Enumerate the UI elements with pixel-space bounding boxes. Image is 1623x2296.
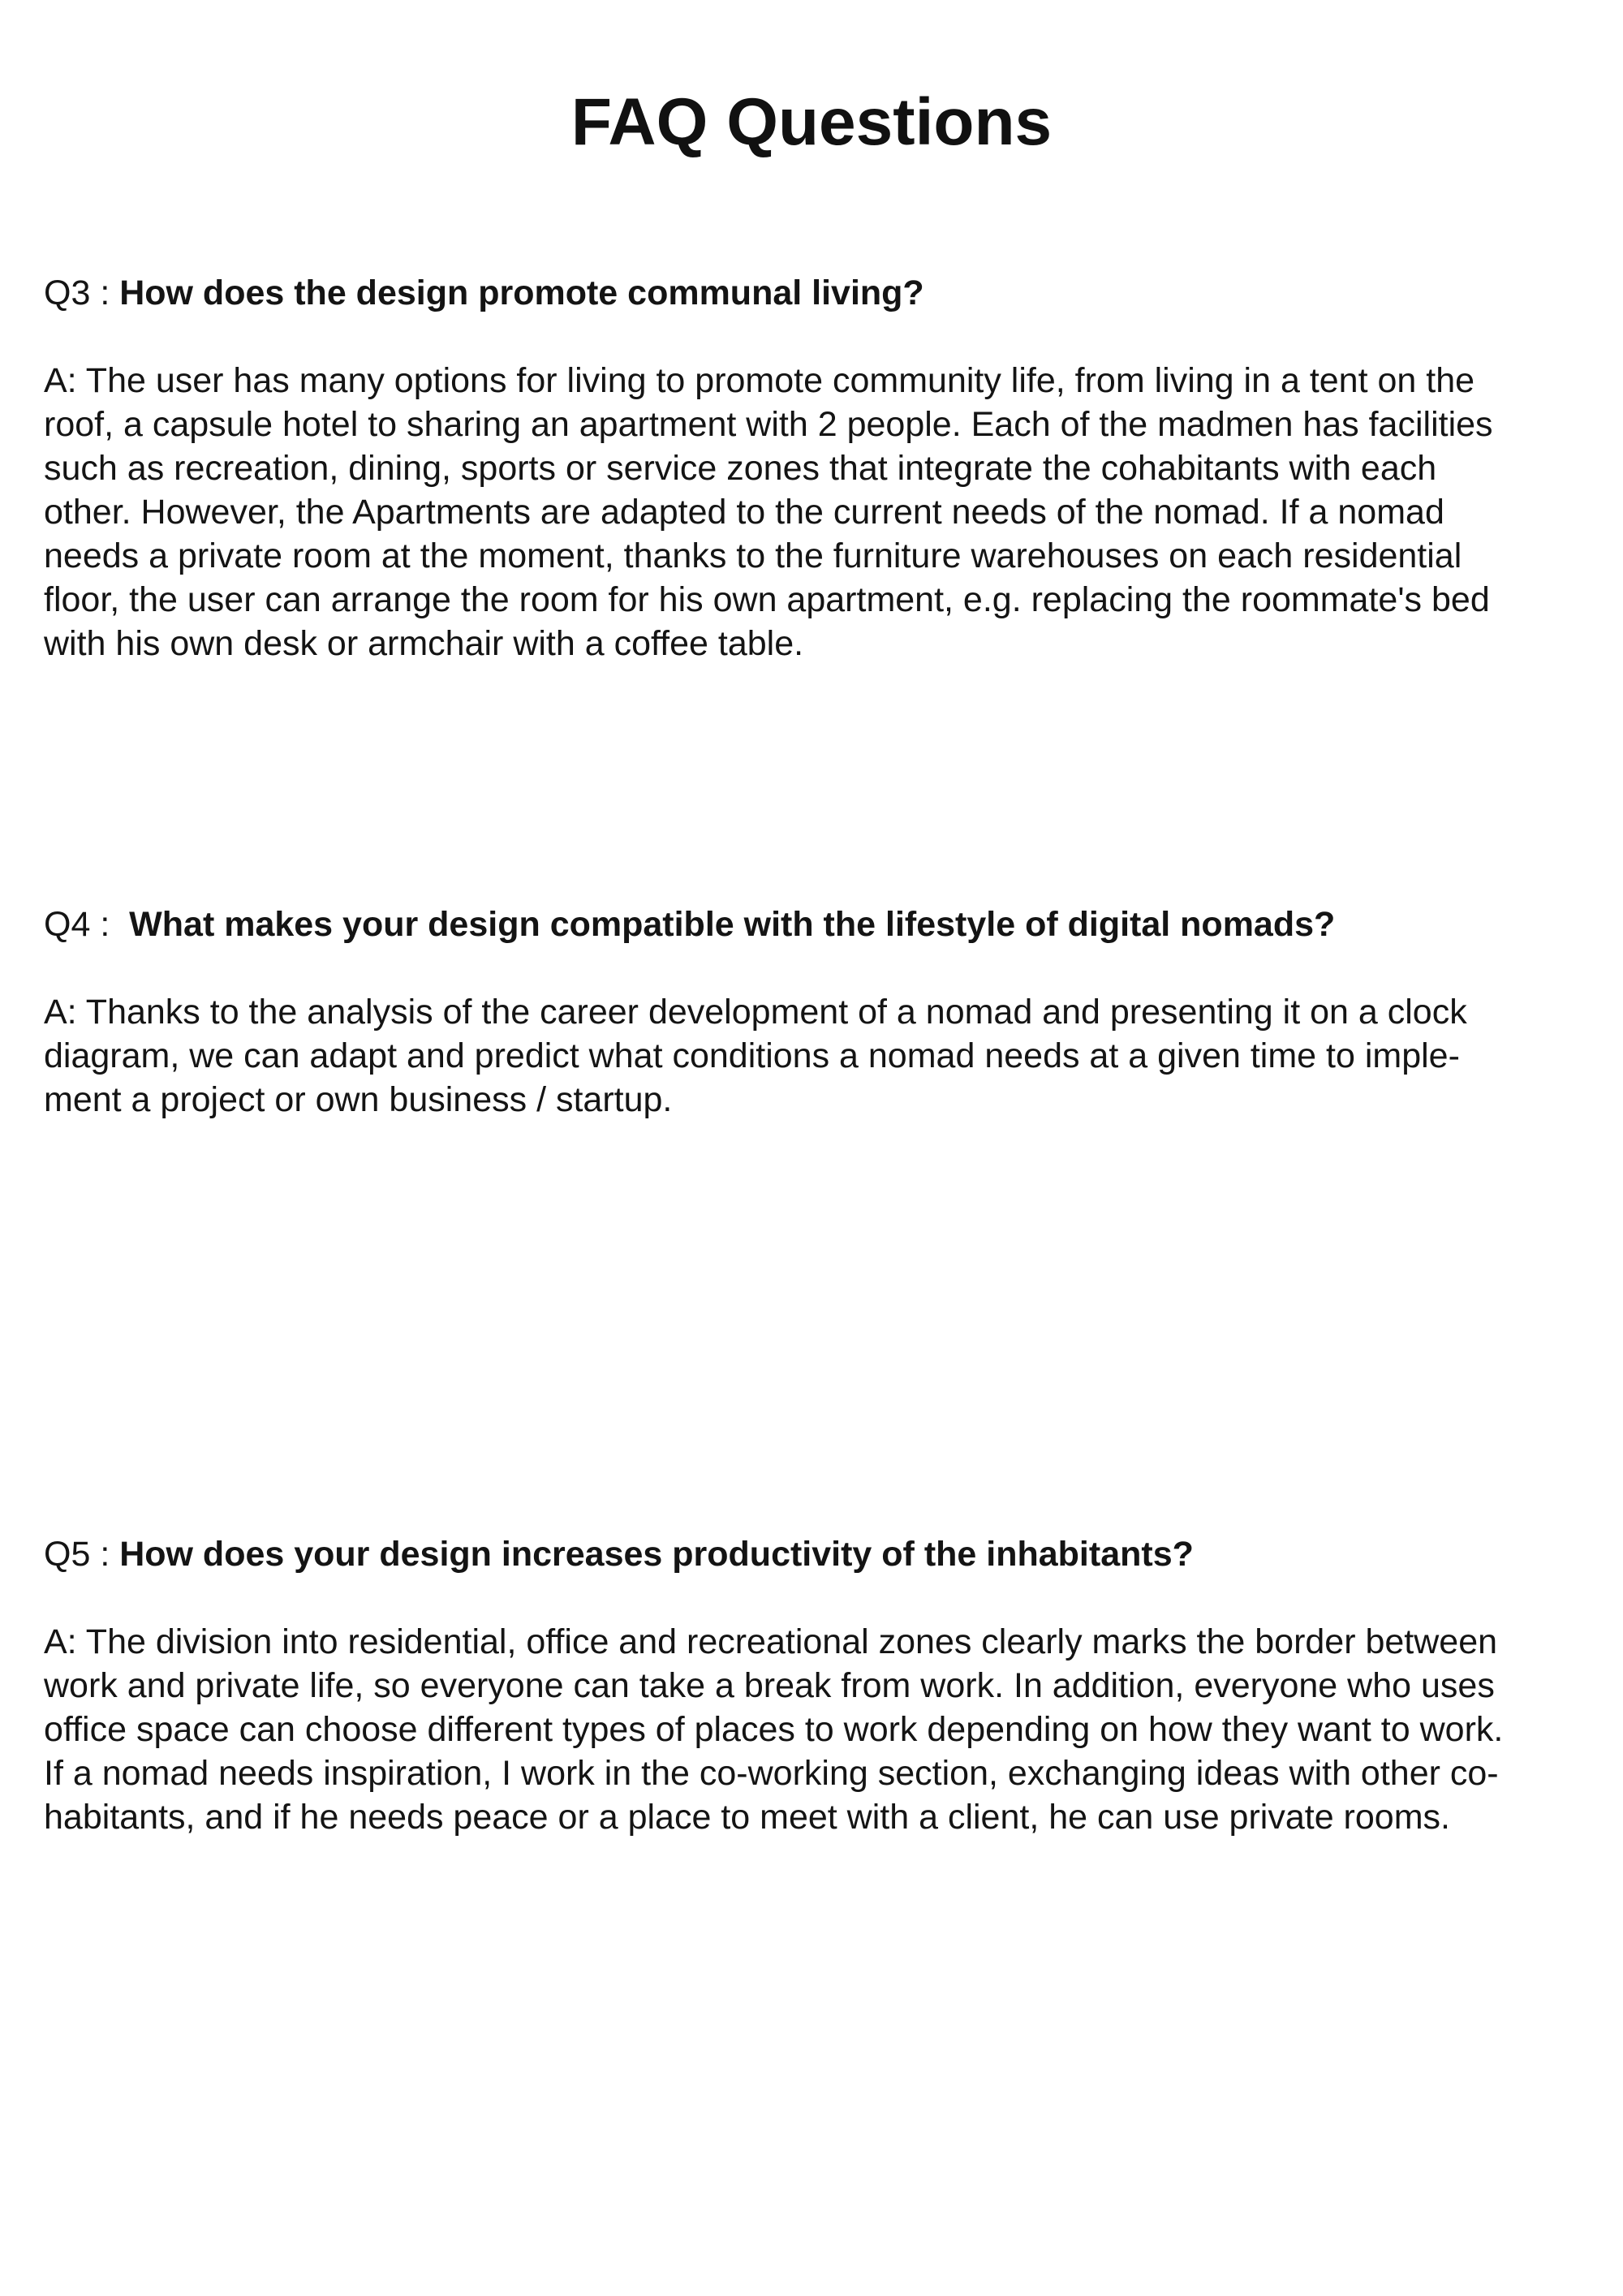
faq-item-q4 <box>44 902 1586 1122</box>
answer-line: A: Thanks to the analysis of the career development of a nomad and presenting it on a clock <box>44 993 1467 1032</box>
answer-line: If a nomad needs inspiration, I work in the co-working section, exchanging ideas with other co- <box>44 1754 1499 1793</box>
question-separator: : <box>90 274 120 312</box>
question-separator: : <box>90 1535 120 1574</box>
faq-question <box>44 1532 1586 1576</box>
faq-answer <box>44 990 1586 1122</box>
question-separator: : <box>90 905 130 944</box>
answer-line: habitants, and if he needs peace or a place to meet with a client, he can use private rooms. <box>44 1798 1450 1837</box>
answer-line: A: The division into residential, office and recreational zones clearly marks the border between <box>44 1622 1498 1661</box>
answer-line: office space can choose different types of places to work depending on how they want to work. <box>44 1710 1504 1749</box>
answer-line: such as recreation, dining, sports or service zones that integrate the cohabitants with each <box>44 449 1437 488</box>
answer-line: roof, a capsule hotel to sharing an apartment with 2 people. Each of the madmen has facilities <box>44 405 1493 444</box>
question-label: Q5 <box>44 1535 91 1574</box>
faq-item-q3 <box>44 271 1586 666</box>
faq-answer <box>44 359 1586 666</box>
faq-item-q5 <box>44 1532 1586 1839</box>
faq-question <box>44 271 1586 315</box>
faq-question <box>44 902 1586 946</box>
page-title: FAQ Questions <box>570 85 1053 159</box>
answer-line: other. However, the Apartments are adapted to the current needs of the nomad. If a nomad <box>44 493 1444 532</box>
question-text: What makes your design compatible with the lifestyle of digital nomads? <box>129 905 1336 944</box>
question-text: How does the design promote communal living? <box>119 274 924 312</box>
faq-answer <box>44 1620 1586 1839</box>
answer-line: diagram, we can adapt and predict what conditions a nomad needs at a given time to imple- <box>44 1036 1460 1075</box>
answer-line: A: The user has many options for living to promote community life, from living in a tent on the <box>44 361 1475 400</box>
question-text: How does your design increases productivity of the inhabitants? <box>119 1535 1194 1574</box>
answer-line: ment a project or own business / startup. <box>44 1080 673 1119</box>
answer-line: needs a private room at the moment, thanks to the furniture warehouses on each residential <box>44 536 1462 575</box>
answer-line: floor, the user can arrange the room for his own apartment, e.g. replacing the roommate's bed <box>44 580 1490 619</box>
question-label: Q4 <box>44 905 91 944</box>
answer-line: with his own desk or armchair with a coffee table. <box>44 624 804 663</box>
answer-line: work and private life, so everyone can take a break from work. In addition, everyone who uses <box>44 1666 1495 1705</box>
question-label: Q3 <box>44 274 91 312</box>
